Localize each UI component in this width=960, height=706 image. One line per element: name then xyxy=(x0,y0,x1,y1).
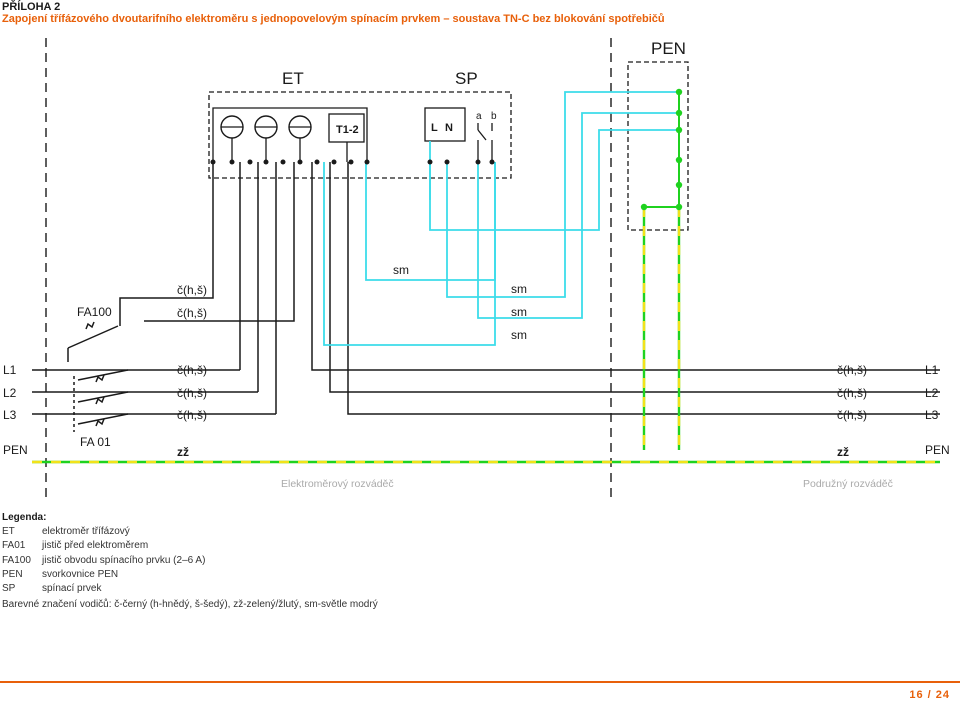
fa100-breaker-symbol xyxy=(68,322,118,362)
sm-label-2: sm xyxy=(511,305,527,319)
l1-right-label: L1 xyxy=(925,363,939,377)
annex-label: PŘÍLOHA 2 xyxy=(2,1,61,13)
legend xyxy=(2,511,378,612)
legend-abbr: PEN xyxy=(2,568,23,580)
meter-panel-label: Elektroměrový rozváděč xyxy=(281,478,394,490)
sm-label-3: sm xyxy=(511,328,527,342)
contact-b-label: b xyxy=(491,111,497,122)
pen-right-label: PEN xyxy=(925,443,950,457)
sp-n-label: N xyxy=(445,122,453,134)
legend-abbr: ET xyxy=(2,526,15,538)
page-title: Zapojení třífázového dvoutarifního elektroměru s jednopovelovým spínacím prvkem – soustava TN-C bez blokování spotřebičů xyxy=(2,13,665,25)
pen-box-label: PEN xyxy=(651,39,686,58)
meter-element-2 xyxy=(255,116,277,138)
sm-top-label: sm xyxy=(393,263,409,277)
pen-green-yellow-wires xyxy=(32,92,940,462)
legend-text: svorkovnice PEN xyxy=(42,568,119,580)
pen-terminal-dots xyxy=(641,89,682,210)
page-number: 16 / 24 xyxy=(909,689,950,701)
legend-text: spínací prvek xyxy=(42,583,102,595)
legend-abbr: FA100 xyxy=(2,554,31,566)
legend-title: Legenda: xyxy=(2,512,47,523)
meter-element-1 xyxy=(221,116,243,138)
fa01-breaker-symbol xyxy=(74,370,128,432)
sp-label: SP xyxy=(455,69,478,88)
legend-item xyxy=(2,525,378,539)
legend-abbr: SP xyxy=(2,583,16,595)
legend-item xyxy=(2,568,378,582)
ch-l3-label: č(h,š) xyxy=(177,408,207,422)
meter-element-3 xyxy=(289,116,311,138)
legend-text: jistič obvodu spínacího prvku (2–6 A) xyxy=(42,554,206,566)
fa100-label: FA100 xyxy=(77,305,112,319)
legend-text: jistič před elektroměrem xyxy=(42,540,149,552)
ch-r2-label: č(h,š) xyxy=(837,386,867,400)
legend-item xyxy=(2,539,378,553)
black-wires xyxy=(32,162,940,414)
pen-left-label: PEN xyxy=(3,443,28,457)
ch-r3-label: č(h,š) xyxy=(837,408,867,422)
legend-abbr: FA01 xyxy=(2,540,26,552)
terminal-dots xyxy=(211,160,495,165)
legend-item xyxy=(2,582,378,596)
l1-left-label: L1 xyxy=(3,363,17,377)
et-label: ET xyxy=(282,69,304,88)
legend-text: elektroměr třífázový xyxy=(42,526,130,538)
legend-item xyxy=(2,554,378,568)
ch-upper-label-1: č(h,š) xyxy=(177,283,207,297)
light-blue-wires xyxy=(324,92,680,345)
zz-left-label: zž xyxy=(177,445,189,459)
contact-a-label: a xyxy=(476,111,482,122)
ch-r1-label: č(h,š) xyxy=(837,363,867,377)
sub-panel-label: Podružný rozváděč xyxy=(803,478,893,490)
fa01-label: FA 01 xyxy=(80,435,111,449)
l2-right-label: L2 xyxy=(925,386,939,400)
zz-right-label: zž xyxy=(837,445,849,459)
l2-left-label: L2 xyxy=(3,386,17,400)
l3-left-label: L3 xyxy=(3,408,17,422)
footer-divider xyxy=(0,681,960,683)
relay-contact xyxy=(478,123,492,162)
sm-label-1: sm xyxy=(511,282,527,296)
et-sp-box xyxy=(209,92,511,178)
ch-l1-label: č(h,š) xyxy=(177,363,207,377)
ch-upper-label-2: č(h,š) xyxy=(177,306,207,320)
l3-right-label: L3 xyxy=(925,408,939,422)
wire-color-note: Barevné značení vodičů: č-černý (h-hnědý, š-šedý), zž-zelený/žlutý, sm-světle modrý xyxy=(2,599,378,611)
sp-l-label: L xyxy=(431,122,438,134)
t12-label: T1-2 xyxy=(336,124,359,136)
ch-l2-label: č(h,š) xyxy=(177,386,207,400)
